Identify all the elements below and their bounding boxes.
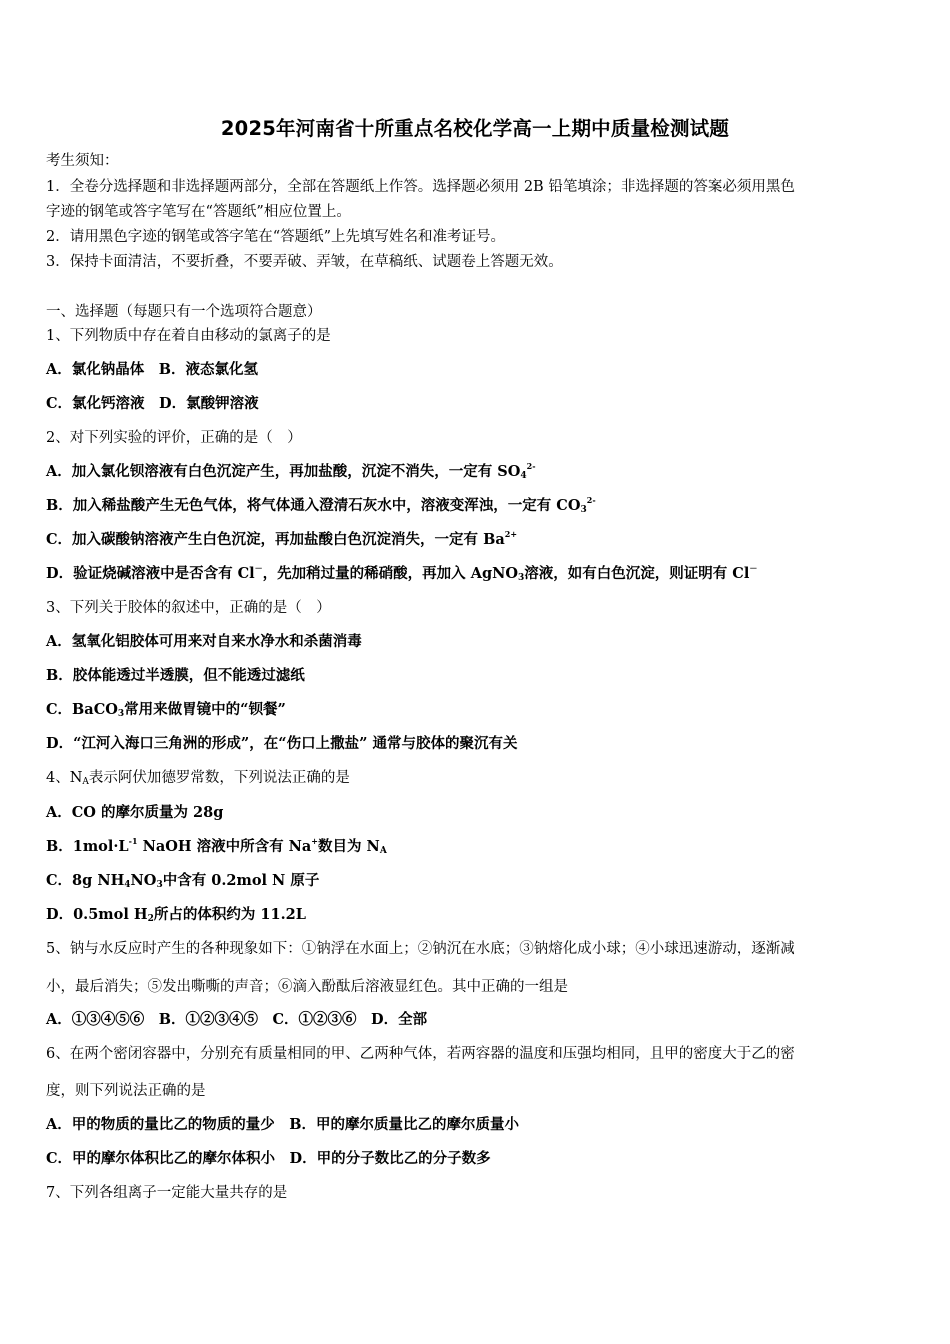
- q7-stem: 7、下列各组离子一定能大量共存的是: [46, 1185, 288, 1201]
- q2-option-a: A．加入氯化钡溶液有白色沉淀产生，再加盐酸，沉淀不消失，一定有 $SO_4^{2-}$: [46, 461, 536, 481]
- q6-stem-cont: 度，则下列说法正确的是: [46, 1083, 206, 1099]
- q4-option-a: A．CO 的摩尔质量为 28g: [46, 804, 224, 821]
- q1-options-ab: A．氯化钠晶体 B．液态氯化氢: [46, 361, 259, 378]
- q1-options-cd: C．氯化钙溶液 D．氯酸钾溶液: [46, 395, 259, 412]
- exam-title: 2025年河南省十所重点名校化学高一上期中质量检测试题: [220, 117, 730, 140]
- q5-stem: 5、钠与水反应时产生的各种现象如下：①钠浮在水面上；②钠沉在水底；③钠熔化成小球；④小球迅速游动，逐渐减: [46, 941, 795, 957]
- q4-option-c: C．8g $NH_4NO_3$中含有 0.2mol N 原子: [46, 872, 320, 890]
- notice-item-3: 3．保持卡面清洁，不要折叠，不要弄破、弄皱，在草稿纸、试题卷上答题无效。: [46, 254, 563, 270]
- q4-option-b: B．$1mol\cdot L^{-1}$ NaOH 溶液中所含有 Na+数目为 $N_A$: [46, 836, 387, 856]
- q4-stem: 4、$N_A$表示阿伏加德罗常数，下列说法正确的是: [46, 770, 350, 787]
- q5-stem-cont: 小，最后消失；⑤发出嘶嘶的声音；⑥滴入酚酞后溶液显红色。其中正确的一组是: [46, 979, 568, 995]
- q3-stem: 3、下列关于胶体的叙述中，正确的是（ ）: [46, 600, 331, 616]
- q2-option-c: C．加入碳酸钠溶液产生白色沉淀，再加盐酸白色沉淀消失，一定有 $Ba^{2+}$: [46, 529, 518, 548]
- notice-item-1-cont: 字迹的钢笔或答字笔写在“答题纸”相应位置上。: [46, 204, 351, 220]
- section-heading: 一、选择题（每题只有一个选项符合题意）: [46, 304, 322, 320]
- q5-options: A．①③④⑤⑥ B．①②③④⑤ C．①②③⑥ D．全部: [46, 1011, 428, 1028]
- q3-option-d: D．“江河入海口三角洲的形成”，在“伤口上撒盐” 通常与胶体的聚沉有关: [46, 735, 518, 752]
- q2-option-d: D．验证烧碱溶液中是否含有 Cl－，先加稍过量的稀硝酸，再加入 AgNO$_3$溶液，如有白色沉淀，则证明有 Cl－: [46, 563, 758, 583]
- q2-stem: 2、对下列实验的评价，正确的是（ ）: [46, 430, 302, 446]
- notice-item-1: 1．全卷分选择题和非选择题两部分，全部在答题纸上作答。选择题必须用 2B 铅笔填涂；非选择题的答案必须用黑色: [46, 179, 795, 195]
- q3-option-b: B．胶体能透过半透膜，但不能透过滤纸: [46, 667, 305, 684]
- q6-options-ab: A．甲的物质的量比乙的物质的量少 B．甲的摩尔质量比乙的摩尔质量小: [46, 1116, 520, 1133]
- q3-option-a: A．氢氧化铝胶体可用来对自来水净水和杀菌消毒: [46, 633, 362, 650]
- q4-option-d: D．0.5mol $H_2$所占的体积约为 11.2L: [46, 906, 306, 924]
- q2-option-b: B．加入稀盐酸产生无色气体，将气体通入澄清石灰水中，溶液变浑浊，一定有 $CO_3^{2-}$: [46, 495, 596, 515]
- q1-stem: 1、下列物质中存在着自由移动的氯离子的是: [46, 328, 331, 344]
- notice-item-2: 2．请用黑色字迹的钢笔或答字笔在“答题纸”上先填写姓名和准考证号。: [46, 229, 506, 245]
- q6-options-cd: C．甲的摩尔体积比乙的摩尔体积小 D．甲的分子数比乙的分子数多: [46, 1150, 491, 1167]
- q3-option-c: C．BaCO$_3$常用来做胃镜中的“钡餐”: [46, 701, 286, 719]
- q6-stem: 6、在两个密闭容器中，分别充有质量相同的甲、乙两种气体，若两容器的温度和压强均相同，且甲的密度大于乙的密: [46, 1046, 795, 1062]
- notice-heading: 考生须知：: [46, 153, 119, 169]
